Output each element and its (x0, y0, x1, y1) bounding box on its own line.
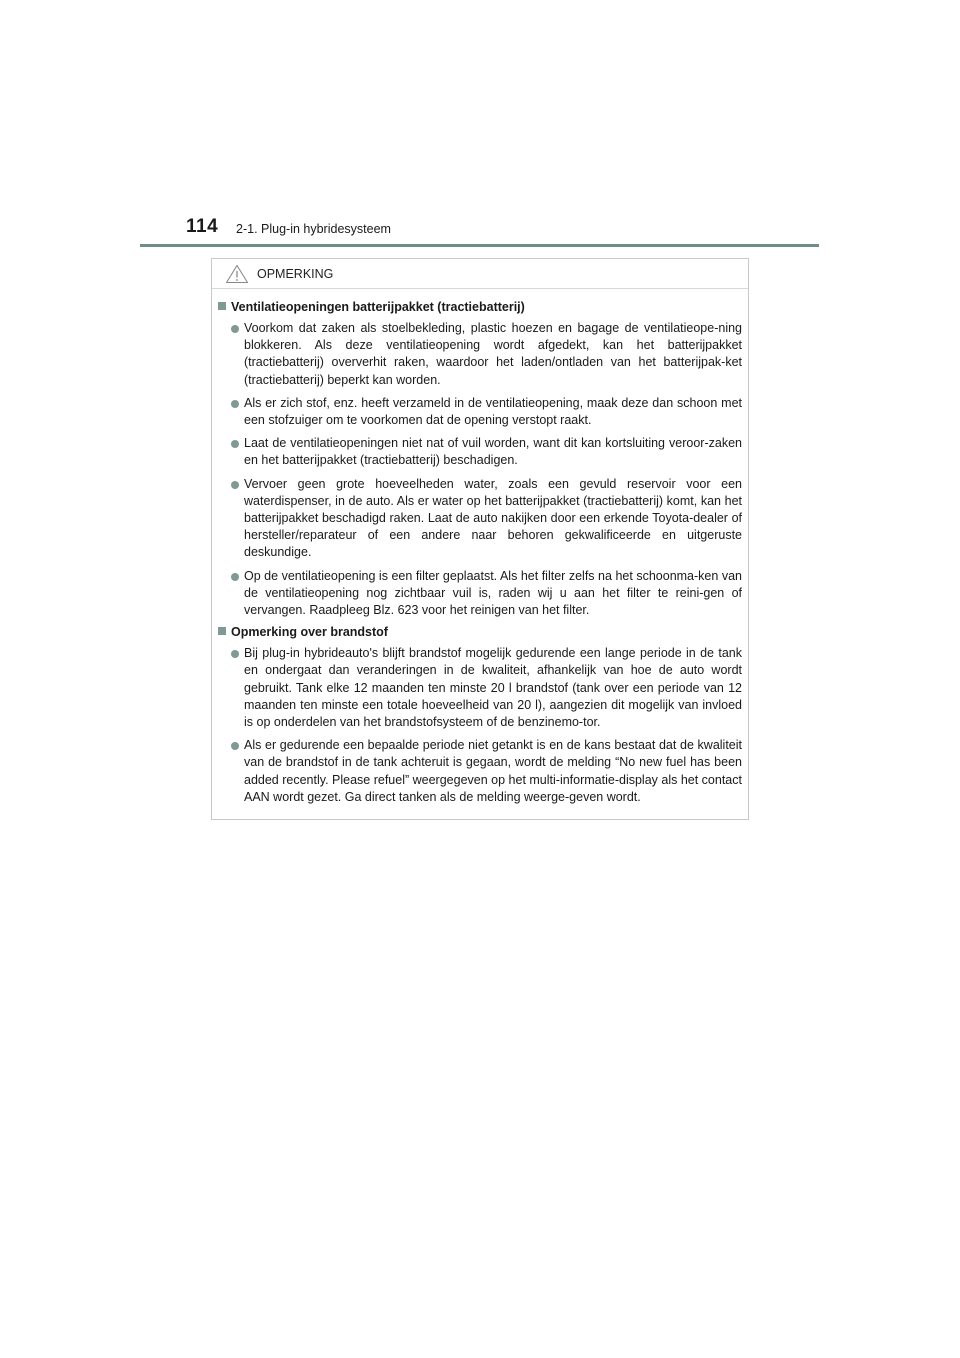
list-item-text: Bij plug-in hybrideauto's blijft brandstof mogelijk gedurende een lange periode in de tank en ondergaat dan veranderingen in de kwaliteit, afhankelijk van hoe de auto wordt gebruikt. Tank elke 12 maanden ten minste 20 l brandstof (tank over een periode van 12 maanden ten minste een totale hoeveelheid van 20 l), aangezien dit mogelijk van invloed is op onderdelen van het brandstofsysteem of de benzinemo-tor. (244, 646, 742, 730)
square-bullet-icon (218, 627, 226, 635)
dot-bullet-icon (231, 573, 239, 581)
section-heading-text: Ventilatieopeningen batterijpakket (tractiebatterij) (231, 300, 525, 314)
square-bullet-icon (218, 302, 226, 310)
notice-box (211, 258, 749, 820)
dot-bullet-icon (231, 742, 239, 750)
dot-bullet-icon (231, 440, 239, 448)
section-heading (218, 300, 742, 314)
warning-triangle-icon (225, 264, 249, 284)
list-item-text: Voorkom dat zaken als stoelbekleding, plastic hoezen en bagage de ventilatieope-ning blokkeren. Als deze ventilatieopening wordt afgedekt, kan het batterijpakket (tractiebatterij) oververhit raken, waardoor het laden/ontladen van het batterijpak-ket (tractiebatterij) beperkt kan worden. (244, 321, 742, 387)
list-item (231, 395, 742, 429)
notice-title: OPMERKING (257, 266, 334, 281)
section-heading (218, 625, 742, 639)
header-rule (140, 244, 819, 247)
dot-bullet-icon (231, 325, 239, 333)
section-title: 2-1. Plug-in hybridesysteem (236, 222, 391, 236)
notice-header (212, 259, 748, 289)
list-item-text: Op de ventilatieopening is een filter geplaatst. Als het filter zelfs na het schoonma-ken van de ventilatieopening nog zichtbaar vuil is, raden wij u aan het filter te reini-gen of vervangen. Raadpleeg Blz. 623 voor het reinigen van het filter. (244, 568, 742, 618)
dot-bullet-icon (231, 481, 239, 489)
list-item-text: Als er gedurende een bepaalde periode niet getankt is en de kans bestaat dat de kwaliteit van de brandstof in de tank achteruit is gegaan, wordt de melding “No new fuel has been added recently. Please refuel” weergegeven op het multi-informatie-display als het contact AAN wordt gezet. Ga direct tanken als de melding weerge-geven wordt. (244, 738, 742, 804)
list-item (231, 435, 742, 469)
notice-section-ventilation (218, 300, 742, 619)
list-item-text: Laat de ventilatieopeningen niet nat of vuil worden, want dit kan kortsluiting veroor-zaken en het batterijpakket (tractiebatterij) beschadigen. (244, 436, 742, 468)
list-item (231, 320, 742, 389)
dot-bullet-icon (231, 650, 239, 658)
notice-body (212, 289, 748, 806)
list-item-text: Als er zich stof, enz. heeft verzameld in de ventilatieopening, maak deze dan schoon met een stofzuiger om te voorkomen dat de opening verstopt raakt. (244, 395, 742, 428)
notice-section-fuel (218, 625, 742, 806)
list-item (231, 737, 742, 806)
list-item (231, 645, 742, 731)
section-heading-text: Opmerking over brandstof (231, 625, 388, 640)
list-item (231, 476, 742, 562)
page-number: 114 (186, 216, 219, 237)
list-item-text: Vervoer geen grote hoeveelheden water, zoals een gevuld reservoir voor een waterdispenser, in de auto. Als er water op het batterijpakket (tractiebatterij) komt, kan het batterijpakket beschadigd raken. Laat de auto nakijken door een erkende Toyota-dealer of hersteller/reparateur of een andere naar behoren gekwalificeerde en uitgeruste deskundige. (244, 476, 742, 560)
list-item (231, 568, 742, 620)
dot-bullet-icon (231, 400, 239, 408)
